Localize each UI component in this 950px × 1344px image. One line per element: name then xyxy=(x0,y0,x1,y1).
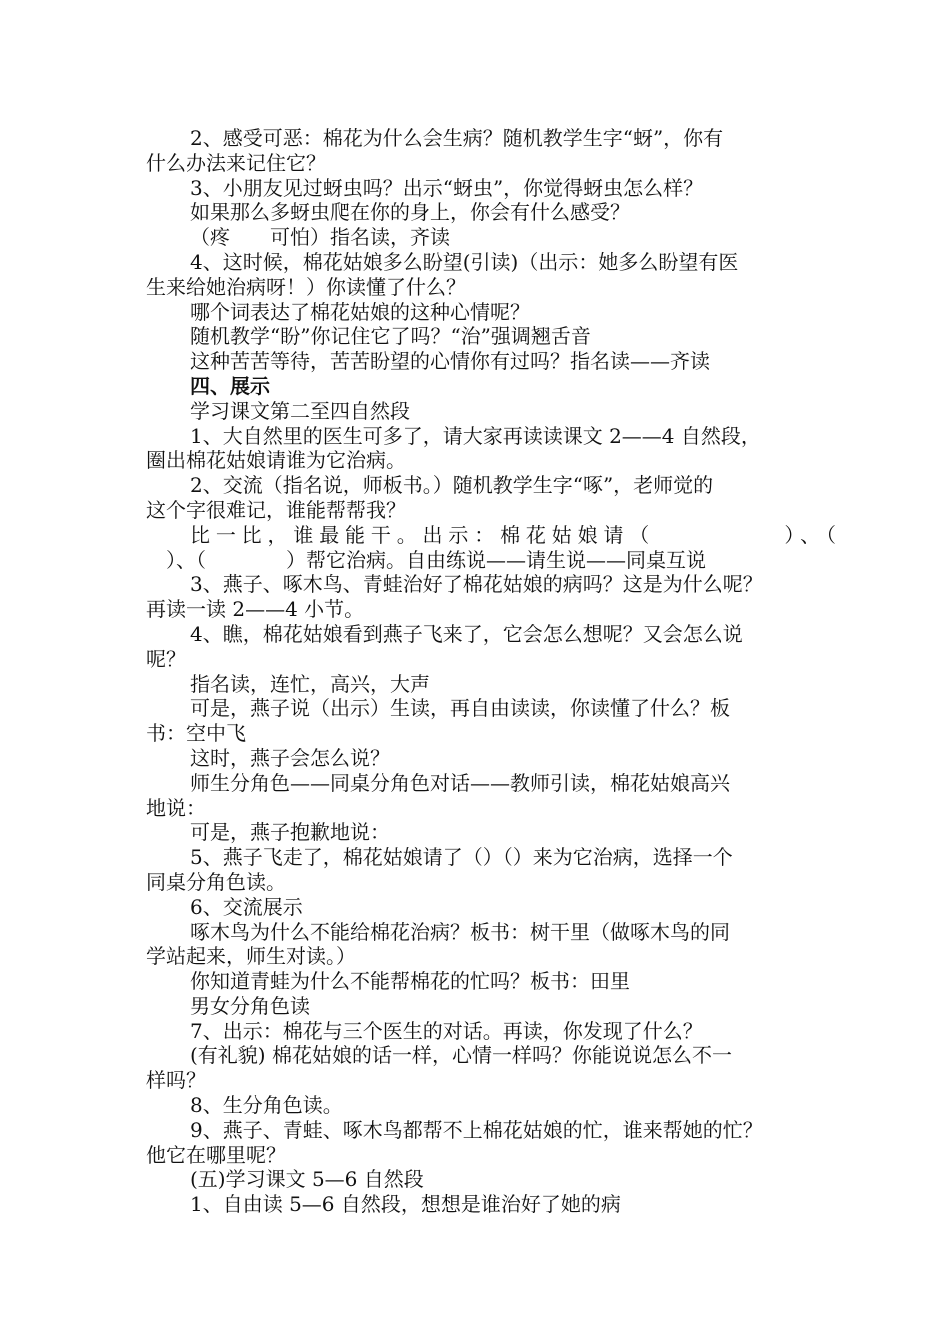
text-line: 4、瞧，棉花姑娘看到燕子飞来了，它会怎么想呢？又会怎么说 xyxy=(190,621,743,646)
text-line: ）、（ ）帮它治病。自由练说——请生说——同桌互说 xyxy=(146,547,706,572)
text-line: 3、燕子、啄木鸟、青蛙治好了棉花姑娘的病吗？这是为什么呢？ xyxy=(190,572,763,597)
text-line: 他它在哪里呢？ xyxy=(146,1142,286,1167)
text-line: 可是，燕子说（出示）生读，再自由读读，你读懂了什么？板 xyxy=(190,696,730,721)
text-line: 如果那么多蚜虫爬在你的身上，你会有什么感受？ xyxy=(190,200,630,225)
text-line: 1、大自然里的医生可多了，请大家再读读课文 2——4 自然段， xyxy=(190,423,761,448)
text-line: 学习课文第二至四自然段 xyxy=(190,398,410,423)
text-line: 圈出棉花姑娘请谁为它治病。 xyxy=(146,448,406,473)
text-line: 这个字很难记，谁能帮帮我？ xyxy=(146,497,406,522)
text-line: 3、小朋友见过蚜虫吗？出示“蚜虫”，你觉得蚜虫怎么样？ xyxy=(190,175,704,200)
text-line: 5、燕子飞走了，棉花姑娘请了（）（）来为它治病，选择一个 xyxy=(190,845,733,870)
text-line: 啄木鸟为什么不能给棉花治病？板书：树干里（做啄木鸟的同 xyxy=(190,919,730,944)
document-body xyxy=(146,126,836,1217)
text-line: (五)学习课文 5—6 自然段 xyxy=(190,1167,424,1192)
text-line: 这种苦苦等待，苦苦盼望的心情你有过吗？指名读——齐读 xyxy=(190,349,710,374)
text-line: （疼 可怕）指名读，齐读 xyxy=(190,225,450,250)
text-line: 呢？ xyxy=(146,646,186,671)
text-line: 指名读，连忙，高兴，大声 xyxy=(190,671,430,696)
text-line: 8、生分角色读。 xyxy=(190,1093,343,1118)
text-line: 什么办法来记住它？ xyxy=(146,150,326,175)
text-line: 学站起来，师生对读。） xyxy=(146,944,356,969)
text-line: 哪个词表达了棉花姑娘的这种心情呢？ xyxy=(190,299,530,324)
text-line: 男女分角色读 xyxy=(190,993,310,1018)
text-line: 比一比，谁最能干。出示：棉花姑娘请（ ）、（ xyxy=(190,522,836,547)
text-line: 6、交流展示 xyxy=(190,894,303,919)
text-line: 书：空中飞 xyxy=(146,721,246,746)
text-line: 4、这时候，棉花姑娘多么盼望(引读)（出示：她多么盼望有医 xyxy=(190,249,739,274)
text-line: 你知道青蛙为什么不能帮棉花的忙吗？板书：田里 xyxy=(190,969,630,994)
section-heading: 四、展示 xyxy=(190,373,270,398)
text-line: 同桌分角色读。 xyxy=(146,869,286,894)
text-line: 可是，燕子抱歉地说： xyxy=(190,820,390,845)
text-line: 样吗？ xyxy=(146,1068,206,1093)
text-line: 地说： xyxy=(146,795,206,820)
text-line: 这时，燕子会怎么说？ xyxy=(190,745,390,770)
text-line: 2、感受可恶：棉花为什么会生病？随机教学生字“蚜”，你有 xyxy=(190,126,724,150)
text-line: 师生分角色——同桌分角色对话——教师引读，棉花姑娘高兴 xyxy=(190,770,730,795)
text-line: 2、交流（指名说，师板书。）随机教学生字“啄”，老师觉的 xyxy=(190,473,714,498)
text-line: 再读一读 2——4 小节。 xyxy=(146,597,365,622)
text-line: 随机教学“盼”你记住它了吗？“治”强调翘舌音 xyxy=(190,324,591,349)
text-line: (有礼貌) 棉花姑娘的话一样，心情一样吗？你能说说怎么不一 xyxy=(190,1043,732,1068)
text-line: 1、自由读 5—6 自然段，想想是谁治好了她的病 xyxy=(190,1192,621,1217)
text-line: 9、燕子、青蛙、啄木鸟都帮不上棉花姑娘的忙，谁来帮她的忙？ xyxy=(190,1117,763,1142)
text-line: 7、出示：棉花与三个医生的对话。再读，你发现了什么？ xyxy=(190,1018,703,1043)
text-line: 生来给她治病呀！）你读懂了什么？ xyxy=(146,274,466,299)
